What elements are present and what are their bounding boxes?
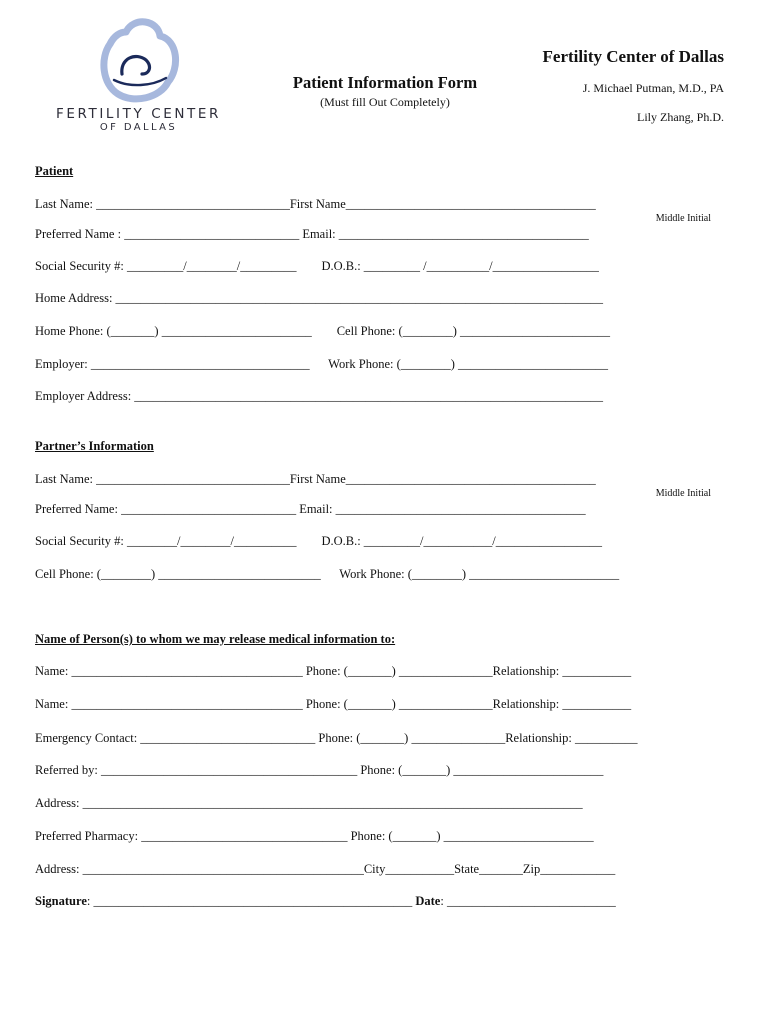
date-field[interactable]: : ___________________________ <box>440 894 616 908</box>
patient-name-line[interactable]: Last Name: _______________________________First Name________________________________________ <box>35 197 596 211</box>
patient-heading: Patient <box>35 164 74 178</box>
form-subtitle: (Must fill Out Completely) <box>320 95 450 109</box>
pharmacy-address-line[interactable]: Address: _____________________________________________City___________State_______Zip____________ <box>35 862 616 876</box>
patient-employer-line[interactable]: Employer: ___________________________________ Work Phone: (________) ________________________ <box>35 357 609 371</box>
patient-middle-initial-note: Middle Initial <box>655 213 711 224</box>
clinic-name: Fertility Center of Dallas <box>542 47 724 66</box>
form-title: Patient Information Form <box>292 73 478 92</box>
partner-middle-initial-note: Middle Initial <box>655 488 711 499</box>
preferred-pharmacy-line[interactable]: Preferred Pharmacy: _________________________________ Phone: (_______) ________________________ <box>35 829 594 843</box>
signature-date-line[interactable] <box>35 894 616 909</box>
partner-preferred-email-line[interactable]: Preferred Name: ____________________________ Email: ________________________________________ <box>35 502 586 516</box>
partner-name-line[interactable]: Last Name: _______________________________First Name________________________________________ <box>35 472 596 486</box>
logo-text-line2: OF DALLAS <box>99 122 178 133</box>
doctor-name-2: Lily Zhang, Ph.D. <box>637 110 724 124</box>
partner-phones-line[interactable]: Cell Phone: (________) __________________________ Work Phone: (________) ________________________ <box>35 567 620 581</box>
referral-address-line[interactable]: Address: ________________________________________________________________________________ <box>35 796 583 810</box>
patient-phones-line[interactable]: Home Phone: (_______) ________________________ Cell Phone: (________) ________________________ <box>35 324 610 338</box>
date-label: Date <box>415 894 441 908</box>
patient-home-address-line[interactable]: Home Address: ______________________________________________________________________________ <box>35 291 604 305</box>
logo-text-line1: FERTILITY CENTER <box>56 106 222 122</box>
referred-by-line[interactable]: Referred by: _________________________________________ Phone: (_______) ________________________ <box>35 763 604 777</box>
emergency-contact-line[interactable]: Emergency Contact: ____________________________ Phone: (_______) _______________Relationship: __________ <box>35 731 638 745</box>
signature-label: Signature <box>35 894 87 908</box>
fertility-center-logo-icon <box>100 18 180 104</box>
patient-preferred-email-line[interactable]: Preferred Name : ____________________________ Email: ________________________________________ <box>35 227 589 241</box>
patient-employer-address-line[interactable]: Employer Address: ___________________________________________________________________________ <box>35 389 604 403</box>
signature-field[interactable]: : ___________________________________________________ <box>86 894 413 908</box>
doctor-name-1: J. Michael Putman, M.D., PA <box>582 81 724 95</box>
release-heading: Name of Person(s) to whom we may release medical information to: <box>35 632 396 646</box>
release-name-line-1[interactable]: Name: _____________________________________ Phone: (_______) _______________Relationship: ___________ <box>35 664 632 678</box>
partner-ssn-dob-line[interactable]: Social Security #: ________/________/__________ D.O.B.: _________/___________/_________________ <box>35 534 603 548</box>
release-name-line-2[interactable]: Name: _____________________________________ Phone: (_______) _______________Relationship: ___________ <box>35 697 632 711</box>
patient-ssn-dob-line[interactable]: Social Security #: _________/________/_________ D.O.B.: _________ /__________/_________________ <box>35 259 599 273</box>
partner-heading: Partner’s Information <box>35 439 154 453</box>
